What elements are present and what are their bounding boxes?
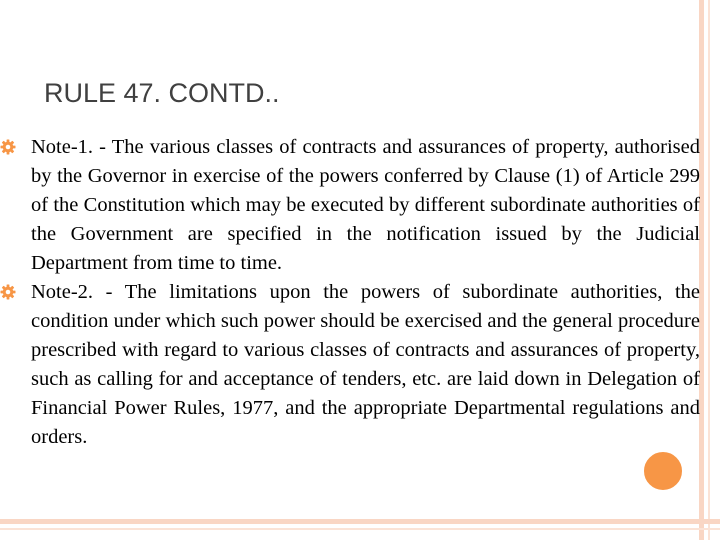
slide-title: RULE 47. CONTD.. — [44, 78, 280, 108]
cog-wheel-icon — [0, 139, 16, 155]
bullet-note-2 — [0, 278, 700, 452]
cog-wheel-icon — [0, 284, 16, 300]
decorative-orange-circle — [640, 448, 686, 494]
slide-frame-horizontal-line-inner — [0, 528, 720, 530]
bullet-text: Note-2. - The limitations upon the powers of subordinate authorities, the condition under which such power should be exercised and the general procedure prescribed with regard to various classes of contracts and assurances of property, such as calling for and acceptance of tenders, etc. are laid down in Delegation of Financial Power Rules, 1977, and the appropriate Departmental regulations and orders. — [31, 281, 700, 448]
bullet-text: Note-1. - The various classes of contracts and assurances of property, authorised by the Governor in exercise of the powers conferred by Clause (1) of Article 299 of the Constitution which may be executed by different subordinate authorities of the Government are specified in the notification issued by the Judicial Department from time to time. — [31, 136, 700, 274]
slide-frame-horizontal-line — [0, 519, 720, 524]
slide-frame-vertical-line-inner — [708, 0, 710, 540]
slide-body — [0, 133, 700, 452]
bullet-note-1 — [0, 133, 700, 278]
